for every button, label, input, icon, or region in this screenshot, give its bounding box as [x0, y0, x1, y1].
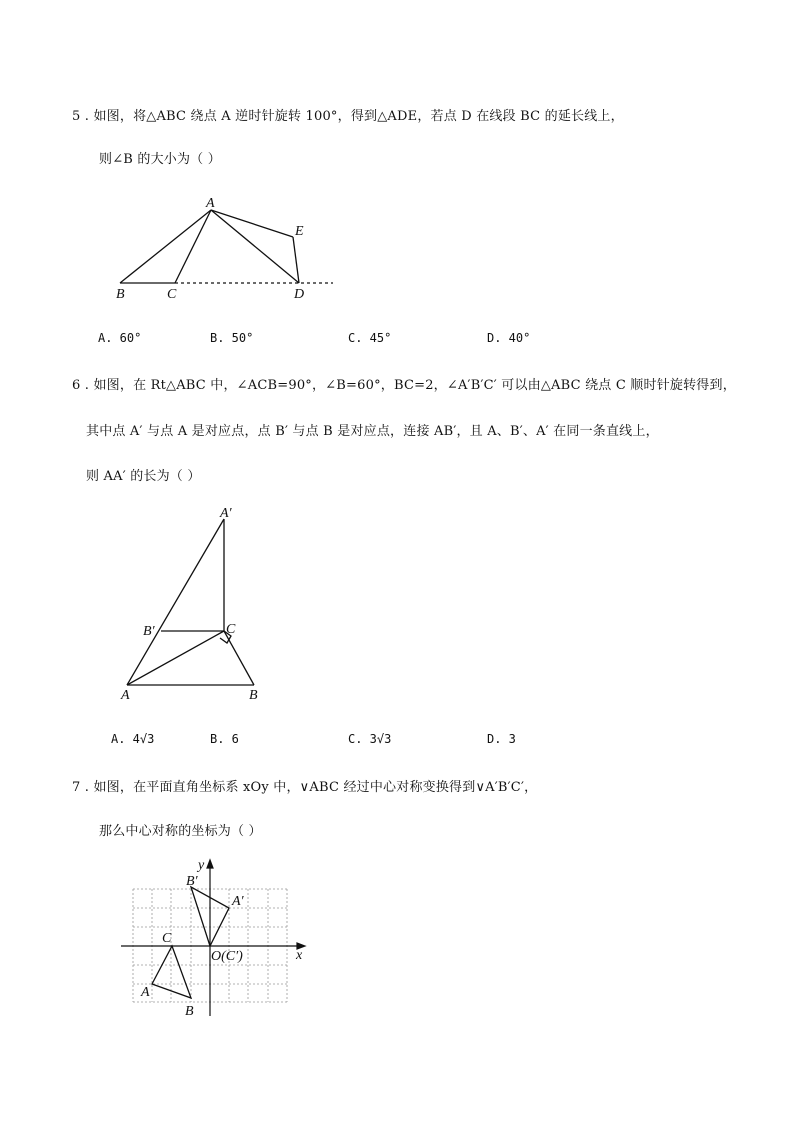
- q5-option-d[interactable]: D. 40°: [487, 331, 531, 345]
- q7-label-y-axis: y: [198, 858, 205, 873]
- q7-label-b: B: [185, 1004, 194, 1019]
- q6-label-a: A: [121, 688, 130, 703]
- q5-stem-line1: 5 . 如图，将△ABC 绕点 A 逆时针旋转 100°，得到△ADE，若点 D 在线段 BC 的延长线上，: [72, 109, 624, 124]
- q7-label-b-prime: B′: [186, 874, 198, 889]
- q5-label-c: C: [167, 287, 177, 302]
- q7-label-a-prime: A′: [232, 894, 244, 909]
- q6-option-d[interactable]: D. 3: [487, 732, 516, 746]
- q6-stem-line2: 其中点 A′ 与点 A 是对应点，点 B′ 与点 B 是对应点，连接 AB′，且 A、B′、A′ 在同一条直线上，: [86, 424, 659, 439]
- q5-label-b: B: [116, 287, 125, 302]
- q5-label-d: D: [294, 287, 305, 302]
- q7-stem-line2: 那么中心对称的坐标为（ ）: [99, 824, 262, 839]
- q6-stem-line1: 6 . 如图，在 Rt△ABC 中，∠ACB=90°，∠B=60°，BC=2，∠A′B′C′ 可以由△ABC 绕点 C 顺时针旋转得到，: [72, 378, 736, 393]
- q6-option-a[interactable]: A. 4√3: [111, 732, 155, 746]
- q7-label-c: C: [162, 931, 172, 946]
- q6-stem-line3: 则 AA′ 的长为（ ）: [86, 469, 201, 484]
- q7-stem-line1: 7 . 如图，在平面直角坐标系 xOy 中，∨ABC 经过中心对称变换得到∨A′B′C′，: [72, 780, 538, 795]
- q5-stem-line2: 则∠B 的大小为（ ）: [99, 152, 221, 167]
- q6-label-c: C: [226, 622, 236, 637]
- q6-label-a-prime: A′: [220, 506, 232, 521]
- q7-label-a: A: [141, 985, 150, 1000]
- q5-label-a: A: [206, 196, 215, 211]
- q5-option-b[interactable]: B. 50°: [210, 331, 254, 345]
- q6-label-b-prime: B′: [143, 624, 155, 639]
- q5-label-e: E: [295, 224, 304, 239]
- q6-option-c[interactable]: C. 3√3: [348, 732, 392, 746]
- q7-label-x-axis: x: [296, 948, 303, 963]
- q5-option-a[interactable]: A. 60°: [98, 331, 142, 345]
- q6-option-b[interactable]: B. 6: [210, 732, 239, 746]
- q7-label-origin: O(C′): [211, 949, 243, 964]
- q5-option-c[interactable]: C. 45°: [348, 331, 392, 345]
- q6-label-b: B: [249, 688, 258, 703]
